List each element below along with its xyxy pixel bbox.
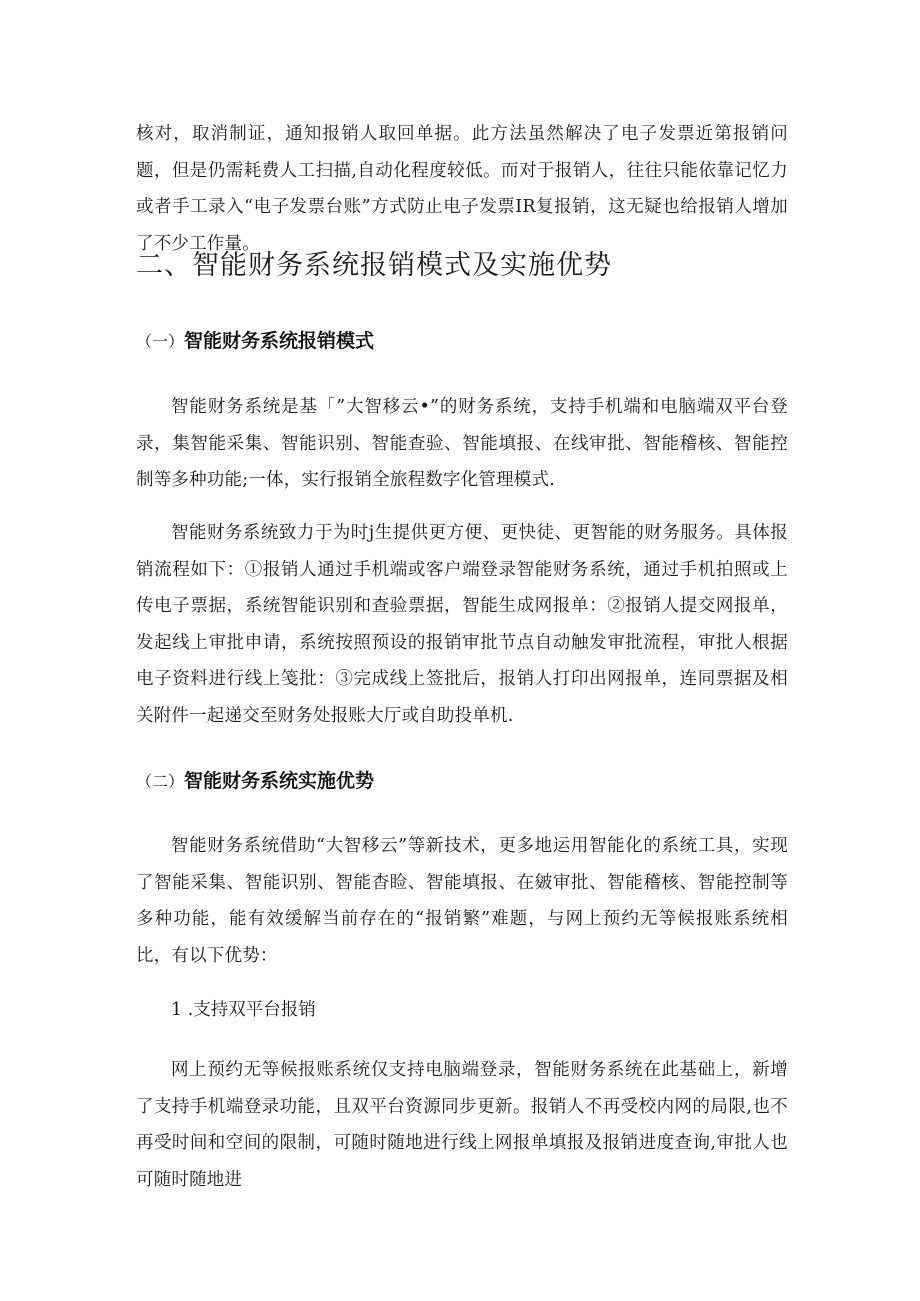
paragraph-system-intro: 智能财务系统是基「”大智移云•”的财务系统，支持手机端和电脑端双平台登录，集智能采集、智能识别、智能查验、智能填报、在线审批、智能稽核、智能控制等多种功能;一体，实行报销全旅程数字化管理模式.: [136, 397, 788, 491]
paragraph-process-flow: 智能财务系统致力于为时j生提供更方便、更快徒、更智能的财务服务。具体报销流程如下：①报销人通过手机端或客户端登录智能财务系统，通过手机拍照或上传电子票据，系统智能识别和查验票据，智能生成网报单：②报销人提交网报单，发起线上审批申请，系统按照预设的报销审批节点自动触发审批流程，审批人根据电子资料进行线上笺批：③完成线上签批后，报销人打印出网报单，连同票据及相关附件一起递交至财务处报账大厅或自助投单机.: [136, 523, 788, 726]
subheading-number: （一）: [136, 332, 185, 351]
paragraph-dual-platform: 网上预约无等候报账系统仅支持电脑端登录，智能财务系统在此基础上，新增了支持手机端登录功能，且双平台资源同步更新。报销人不再受校内网的局限,也不再受时间和空间的限制，可随时随地进行线上网报单填报及报销进度查询,审批人也可随时随地进: [136, 1060, 788, 1190]
subheading-text: 智能财务系统报销模式: [184, 330, 375, 352]
subheading-number: （二）: [136, 772, 185, 791]
subheading-reimbursement-mode: [136, 325, 374, 358]
section-heading-2: 二、智能财务系统报销模式及实施优势: [136, 250, 612, 281]
paragraph-advantages-intro: 智能财务系统借助“大智移云”等新技术，更多地运用智能化的系统工具，实现了智能采集、智能识别、智能杳睑、智能填报、在皴审批、智能稽核、智能控制等多种功能，能有效缓解当前存在的“报销繁”难题，与网上预约无等候报账系统相比，有以下优势：: [136, 836, 788, 966]
list-item-heading-dual-platform: 1 .支持双平台报销: [171, 1000, 316, 1020]
subheading-implementation-advantages: [136, 765, 374, 798]
paragraph-verification: 核对，取消制证，通知报销人取回单据。此方法虽然解决了电子发票近第报销问题，但是仍需耗费人工扫描,自动化程度较低。而对于报销人，往往只能依靠记忆力或者手工录入“电子发票台账”方式防止电子发票IR复报销，这无疑也给报销人增加了不少工作量。: [136, 124, 788, 254]
subheading-text: 智能财务系统实施优势: [184, 770, 375, 792]
